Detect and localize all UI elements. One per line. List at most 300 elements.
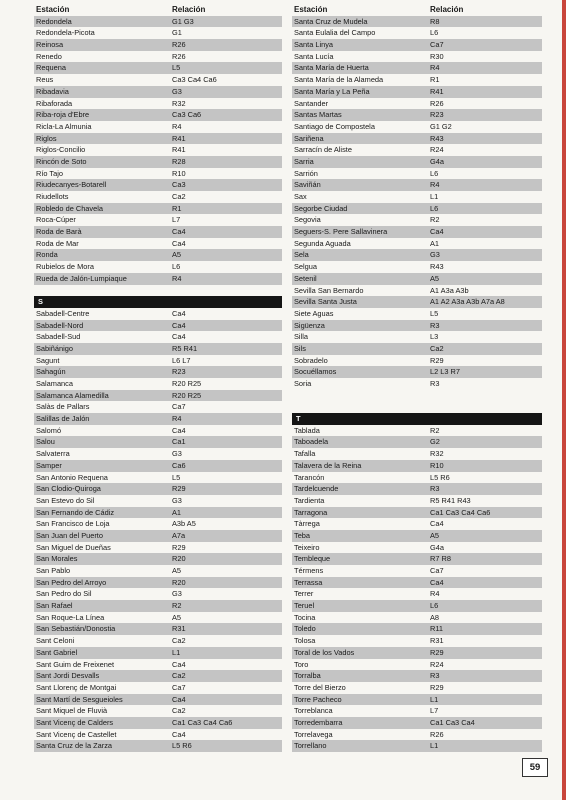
table-row (34, 577, 282, 589)
station-name: San Juan del Puerto (36, 530, 103, 540)
station-name: Tarancón (294, 472, 325, 482)
station-name: Roca-Cúper (36, 215, 76, 225)
table-row (34, 343, 282, 355)
relation-codes: Ca2 (172, 192, 186, 201)
relation-codes: Ca3 Ca6 (172, 110, 202, 120)
table-row (34, 203, 282, 215)
table-row (292, 740, 542, 752)
relation-codes: L1 (430, 741, 439, 751)
station-name: Torre del Bierzo (294, 682, 346, 692)
relation-codes: Ca4 (430, 577, 444, 587)
relation-codes: L1 (430, 694, 439, 704)
relation-codes: Ca7 (430, 566, 444, 575)
station-name: Sils (294, 343, 306, 353)
table-row (34, 553, 282, 565)
relation-codes: A1 (172, 507, 182, 517)
station-name: Rincón de Soto (36, 156, 87, 166)
station-name: Sant Miquel de Fluvià (36, 706, 108, 716)
station-name: Salomó (36, 425, 62, 435)
relation-codes: R10 (430, 460, 444, 470)
relation-codes: R29 (172, 484, 186, 494)
table-row (292, 214, 542, 226)
station-name: Sagunt (36, 355, 60, 365)
station-name: Torrelavega (294, 729, 333, 739)
station-name: Ricla-La Almunia (36, 121, 92, 131)
station-name: Socuéllamos (294, 367, 337, 377)
station-name: Torreblanca (294, 706, 333, 716)
relation-codes: R2 (172, 601, 182, 611)
station-name: Torralba (294, 671, 321, 681)
relation-codes: L6 (172, 262, 181, 272)
relation-codes: L6 L7 (172, 355, 191, 365)
table-row (34, 483, 282, 495)
relation-codes: R30 (430, 51, 444, 61)
table-row (34, 273, 282, 285)
table-row (34, 261, 282, 273)
table-row (34, 530, 282, 542)
station-name: Riudecanyes-Botarell (36, 180, 107, 190)
station-name: Sariñena (294, 133, 324, 143)
table-row (292, 62, 542, 74)
relation-codes: R26 (172, 40, 186, 50)
relation-codes: G4a (430, 156, 444, 166)
station-name: Salamanca (36, 379, 73, 388)
relation-codes: R31 (430, 636, 444, 646)
table-row (292, 331, 542, 343)
station-name: Riudellots (36, 192, 69, 201)
station-name: Santa Cruz de Mudela (294, 16, 368, 26)
relation-codes: L5 (172, 63, 181, 73)
table-row (292, 717, 542, 729)
relation-codes: Ca2 (430, 343, 444, 353)
station-name: Riglos-Concilio (36, 145, 86, 155)
relation-codes: R4 (172, 121, 182, 131)
relation-codes: R26 (430, 98, 444, 108)
table-row (292, 518, 542, 530)
relation-codes: R5 R41 R43 (430, 495, 471, 505)
relation-codes: R4 (430, 180, 440, 190)
table-row (34, 659, 282, 671)
station-name: Tembleque (294, 554, 331, 564)
station-name: Toledo (294, 624, 316, 634)
relation-codes: R8 (430, 16, 440, 26)
table-row (292, 51, 542, 63)
table-row (292, 472, 542, 484)
station-name: San Rafael (36, 601, 73, 611)
section-gap (292, 401, 542, 413)
index-column-right (292, 4, 542, 752)
table-row (34, 542, 282, 554)
table-row (34, 27, 282, 39)
table-row (292, 109, 542, 121)
station-name: Saviñán (294, 180, 321, 190)
table-row (292, 16, 542, 28)
station-name: Redondela-Picota (36, 28, 95, 38)
station-name: San Clodio-Quiroga (36, 484, 101, 494)
table-row (34, 401, 282, 413)
table-row (34, 249, 282, 261)
station-name: Térmens (294, 566, 324, 575)
relation-codes: L5 R6 (430, 472, 450, 482)
relation-codes: R4 (430, 589, 440, 599)
table-row (292, 647, 542, 659)
station-name: Tardelcuende (294, 484, 339, 494)
table-row (292, 635, 542, 647)
relation-codes: G3 (172, 589, 182, 599)
table-row (292, 612, 542, 624)
station-name: Renedo (36, 51, 62, 61)
relation-codes: A5 (430, 273, 440, 283)
table-row (34, 413, 282, 425)
relation-codes: Ca1 Ca3 Ca4 Ca6 (172, 717, 233, 727)
table-row (34, 191, 282, 203)
relation-codes: Ca4 (430, 519, 444, 529)
relation-codes: R3 (430, 320, 440, 330)
relation-codes: R28 (172, 156, 186, 166)
station-name: Siete Aguas (294, 308, 334, 318)
relation-codes: Ca3 (172, 180, 186, 190)
relation-codes: R3 (430, 484, 440, 494)
table-row (292, 565, 542, 577)
table-row (292, 577, 542, 589)
table-row (34, 612, 282, 624)
station-name: San Antonio Requena (36, 472, 108, 482)
station-name: Santa María de la Alameda (294, 75, 384, 85)
relation-codes: Ca3 Ca4 Ca6 (172, 75, 217, 85)
station-name: Sarrión (294, 168, 318, 178)
table-row (34, 51, 282, 63)
table-row (34, 378, 282, 390)
relation-codes: Ca4 (172, 332, 186, 342)
relation-codes: R4 (430, 63, 440, 73)
station-name: Sant Vicenç de Castellet (36, 729, 117, 739)
table-row (34, 214, 282, 226)
station-name: Sigüenza (294, 320, 325, 330)
relation-codes: Ca4 (430, 227, 444, 237)
relation-codes: G1 (172, 28, 182, 38)
relation-codes: L5 R6 (172, 741, 192, 751)
table-row (292, 156, 542, 168)
relation-codes: R4 (172, 273, 182, 283)
relation-codes: A5 (172, 566, 182, 575)
relation-codes: R20 R25 (172, 379, 202, 388)
relation-codes: Ca7 (430, 40, 444, 50)
relation-codes: R32 (430, 449, 444, 459)
station-name: Santander (294, 98, 329, 108)
table-row (292, 542, 542, 554)
station-name: Riba-roja d'Ebre (36, 110, 90, 120)
relation-codes: L7 (172, 215, 181, 225)
station-name: San Pedro do Sil (36, 589, 92, 599)
table-row (34, 448, 282, 460)
relation-codes: R24 (430, 145, 444, 155)
relation-codes: R29 (172, 542, 186, 552)
table-row (292, 27, 542, 39)
station-name: Tablada (294, 425, 320, 435)
relation-codes: L6 (430, 168, 439, 178)
table-row (34, 74, 282, 86)
table-row (292, 682, 542, 694)
relation-codes: R41 (172, 145, 186, 155)
station-name: Sobradelo (294, 355, 328, 365)
station-name: Teixeiro (294, 542, 320, 552)
relation-codes: R32 (172, 98, 186, 108)
station-name: Sax (294, 192, 307, 201)
table-row (34, 62, 282, 74)
page-number: 59 (522, 758, 548, 777)
station-name: Santa Linya (294, 40, 334, 50)
relation-codes: R1 (430, 75, 440, 85)
table-row (292, 460, 542, 472)
table-header (292, 4, 542, 16)
station-name: Sant Llorenç de Montgai (36, 682, 117, 692)
relation-codes: G3 (172, 495, 182, 505)
relation-codes: R26 (172, 51, 186, 61)
relation-codes: L6 (430, 28, 439, 38)
table-row (292, 507, 542, 519)
table-row (34, 694, 282, 706)
table-row (292, 273, 542, 285)
relation-codes: R1 (172, 203, 182, 213)
relation-codes: R2 (430, 215, 440, 225)
table-row (292, 553, 542, 565)
table-row (34, 717, 282, 729)
station-name: Teba (294, 530, 311, 540)
table-row (292, 179, 542, 191)
station-name: Santas Martas (294, 110, 342, 120)
station-name: Roda de Barà (36, 227, 82, 237)
relation-codes: R7 R8 (430, 554, 451, 564)
station-name: Ronda (36, 250, 58, 260)
relation-codes: Ca2 (172, 706, 186, 716)
table-row (292, 483, 542, 495)
station-name: Salvaterra (36, 449, 70, 459)
station-name: Salàs de Pallars (36, 402, 90, 412)
station-name: Tafalla (294, 449, 316, 459)
station-name: Sant Martí de Sesgueioles (36, 694, 123, 704)
table-row (34, 425, 282, 437)
header-station: Estación (294, 5, 328, 14)
table-row (292, 203, 542, 215)
table-row (292, 495, 542, 507)
relation-codes: G3 (430, 250, 440, 260)
header-station: Estación (36, 5, 70, 14)
table-row (292, 448, 542, 460)
relation-codes: A3b A5 (172, 519, 196, 529)
table-row (292, 366, 542, 378)
station-name: Segunda Aguada (294, 238, 351, 248)
station-name: Salamanca Alamedilla (36, 390, 109, 400)
table-row (34, 670, 282, 682)
relation-codes: R29 (430, 682, 444, 692)
table-row (34, 635, 282, 647)
station-name: Sarria (294, 156, 314, 166)
relation-codes: A5 (430, 530, 440, 540)
table-row (34, 109, 282, 121)
relation-codes: R24 (430, 659, 444, 669)
relation-codes: Ca4 (172, 308, 186, 318)
relation-codes: G2 (430, 437, 440, 447)
table-row (292, 343, 542, 355)
relation-codes: A7a (172, 530, 186, 540)
station-name: Segovia (294, 215, 321, 225)
station-name: Tàrrega (294, 519, 320, 529)
relation-codes: G1 G3 (172, 16, 194, 26)
station-name: Soria (294, 379, 312, 388)
table-row (292, 133, 542, 145)
header-relation: Relación (172, 5, 206, 14)
table-row (34, 331, 282, 343)
table-row (292, 355, 542, 367)
station-name: Tardienta (294, 495, 325, 505)
relation-codes: R29 (430, 647, 444, 657)
table-row (292, 86, 542, 98)
station-name: Torredembarra (294, 717, 343, 727)
relation-codes: Ca4 (172, 238, 186, 248)
relation-codes: Ca4 (172, 227, 186, 237)
station-name: Teruel (294, 601, 315, 611)
table-row (292, 600, 542, 612)
table-row (292, 425, 542, 437)
station-name: Terrer (294, 589, 314, 599)
table-row (34, 495, 282, 507)
table-row (292, 530, 542, 542)
table-row (34, 623, 282, 635)
table-row (292, 261, 542, 273)
table-row (292, 694, 542, 706)
station-name: Terrassa (294, 577, 323, 587)
station-name: Redondela (36, 16, 72, 26)
station-name: San Estevo do Sil (36, 495, 95, 505)
relation-codes: Ca4 (172, 694, 186, 704)
page-edge-stripe (562, 0, 566, 800)
table-row (34, 98, 282, 110)
section-gap (292, 390, 542, 402)
station-name: San Pablo (36, 566, 71, 575)
relation-codes: A8 (430, 612, 440, 622)
station-name: Sant Jordi Desvalls (36, 671, 100, 681)
table-row (34, 168, 282, 180)
relation-codes: R10 (172, 168, 186, 178)
relation-codes: Ca4 (172, 425, 186, 435)
relation-codes: Ca7 (172, 682, 186, 692)
relation-codes: L2 L3 R7 (430, 367, 460, 377)
station-name: Santa Eulalia del Campo (294, 28, 376, 38)
table-row (34, 472, 282, 484)
table-row (34, 144, 282, 156)
station-name: Toro (294, 659, 309, 669)
station-name: San Roque-La Línea (36, 612, 105, 622)
section-gap (34, 285, 282, 297)
relation-codes: R11 (430, 624, 444, 634)
station-name: Riglos (36, 133, 57, 143)
relation-codes: R41 (172, 133, 186, 143)
station-name: Tocina (294, 612, 316, 622)
station-name: Tarragona (294, 507, 328, 517)
station-name: Ribadavia (36, 86, 69, 96)
station-name: Santiago de Compostela (294, 121, 375, 131)
table-row (34, 460, 282, 472)
table-row (34, 121, 282, 133)
relation-codes: L5 (172, 472, 181, 482)
relation-codes: L1 (172, 647, 181, 657)
table-row (292, 191, 542, 203)
station-name: San Fernando de Cádiz (36, 507, 115, 517)
table-row (292, 168, 542, 180)
relation-codes: R23 (430, 110, 444, 120)
relation-codes: R3 (430, 379, 440, 388)
table-row (34, 600, 282, 612)
relation-codes: R41 (430, 86, 444, 96)
table-row (34, 647, 282, 659)
relation-codes: L6 (430, 601, 439, 611)
table-row (292, 296, 542, 308)
station-name: Ribaforada (36, 98, 73, 108)
station-name: Sarracín de Aliste (294, 145, 352, 155)
table-row (292, 98, 542, 110)
station-name: Segorbe Ciudad (294, 203, 348, 213)
table-row (34, 740, 282, 752)
relation-codes: Ca4 (172, 659, 186, 669)
station-name: Talavera de la Reina (294, 460, 362, 470)
relation-codes: R43 (430, 262, 444, 272)
station-name: Sabadell-Sud (36, 332, 81, 342)
relation-codes: Ca2 (172, 636, 186, 646)
table-row (34, 16, 282, 28)
station-name: Reus (36, 75, 54, 85)
station-name: Setenil (294, 273, 317, 283)
station-name: Río Tajo (36, 168, 63, 178)
table-row (292, 144, 542, 156)
relation-codes: R20 (172, 554, 186, 564)
table-row (292, 249, 542, 261)
table-row (34, 156, 282, 168)
relation-codes: Ca1 Ca3 Ca4 Ca6 (430, 507, 491, 517)
station-name: Reinosa (36, 40, 64, 50)
station-name: Sabadell-Nord (36, 320, 84, 330)
relation-codes: R31 (172, 624, 186, 634)
station-name: Salillas de Jalón (36, 414, 90, 424)
relation-codes: G3 (172, 86, 182, 96)
relation-codes: A1 (430, 238, 440, 248)
relation-codes: Ca6 (172, 460, 186, 470)
table-row (34, 507, 282, 519)
table-row (34, 729, 282, 741)
header-relation: Relación (430, 5, 464, 14)
relation-codes: G1 G2 (430, 121, 452, 131)
relation-codes: A5 (172, 612, 182, 622)
relation-codes: L7 (430, 706, 439, 716)
station-name: Salou (36, 437, 55, 447)
station-name: Seguers-S. Pere Sallavinera (294, 227, 388, 237)
table-row (34, 390, 282, 402)
table-row (292, 39, 542, 51)
station-name: Tolosa (294, 636, 316, 646)
station-name: San Sebastián/Donostia (36, 624, 116, 634)
station-name: Sevilla Santa Justa (294, 297, 357, 307)
table-row (292, 308, 542, 320)
relation-codes: A1 A2 A3a A3b A7a A8 (430, 297, 505, 307)
table-row (34, 39, 282, 51)
table-row (34, 86, 282, 98)
relation-codes: L3 (430, 332, 439, 342)
section-letter-bar: T (292, 413, 542, 425)
relation-codes: R26 (430, 729, 444, 739)
table-row (34, 355, 282, 367)
station-name: Torrellano (294, 741, 327, 751)
table-row (34, 436, 282, 448)
station-name: Santa María de Huerta (294, 63, 369, 73)
